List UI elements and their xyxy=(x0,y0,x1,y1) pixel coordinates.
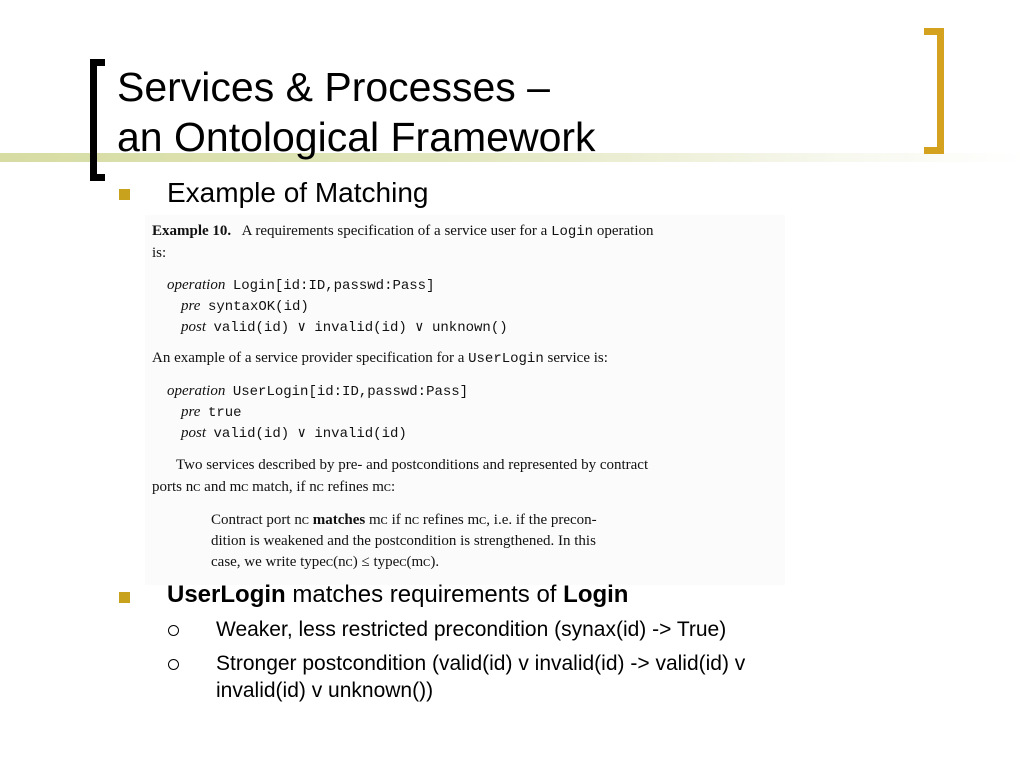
excerpt-provider-line xyxy=(152,350,608,367)
definition-line1 xyxy=(211,512,597,529)
op2-post: valid(id) ∨ invalid(id) xyxy=(213,426,407,442)
excerpt-intro-cont: is: xyxy=(152,245,167,261)
right-bracket-decoration xyxy=(924,28,944,154)
op2-kw-pre: pre xyxy=(181,404,201,420)
bullet-square-icon xyxy=(119,592,130,603)
op1-signature: Login[id:ID,passwd:Pass] xyxy=(232,278,435,294)
op1-operation-line xyxy=(167,277,434,294)
excerpt-provider-op: UserLogin xyxy=(468,351,544,367)
paper-excerpt-image xyxy=(145,215,785,585)
op1-post-line xyxy=(181,319,508,336)
definition-line2: dition is weakened and the postcondition is strengthened. In this xyxy=(211,533,596,549)
bullet-matches-text: matches requirements of xyxy=(292,581,557,608)
excerpt-example-heading: Example 10. xyxy=(152,223,232,239)
op2-kw-post: post xyxy=(181,425,207,441)
op1-kw-post: post xyxy=(181,319,207,335)
op1-pre-line xyxy=(181,298,309,315)
op2-operation-line xyxy=(167,383,468,400)
op2-kw-operation: operation xyxy=(167,383,226,399)
op1-post: valid(id) ∨ invalid(id) ∨ unknown() xyxy=(213,320,508,336)
bullet-example-of-matching: Example of Matching xyxy=(167,177,429,208)
excerpt-para1-line1: Two services described by pre- and postconditions and represented by contract xyxy=(176,457,649,473)
definition-line1-end: mᴄ if nᴄ refines mᴄ, i.e. if the precon- xyxy=(368,512,597,528)
definition-line1-start: Contract port nᴄ xyxy=(211,512,309,528)
slide-title-line1: Services & Processes – xyxy=(117,64,550,110)
left-bracket-decoration xyxy=(90,59,105,181)
excerpt-provider-text-end: service is: xyxy=(547,350,608,366)
op1-kw-operation: operation xyxy=(167,277,226,293)
excerpt-intro-text: A requirements specification of a service user for a xyxy=(241,223,548,239)
sub-bullet-stronger-postcondition-line1: Stronger postcondition (valid(id) v invalid(id) -> valid(id) v xyxy=(216,652,746,675)
excerpt-intro-line xyxy=(152,223,654,240)
op1-kw-pre: pre xyxy=(181,298,201,314)
op2-post-line xyxy=(181,425,407,442)
sub-bullet-circle-icon xyxy=(168,625,179,636)
bullet-bold-login: Login xyxy=(563,581,629,608)
excerpt-para1-line2: ports nᴄ and mᴄ match, if nᴄ refines mᴄ: xyxy=(152,479,396,495)
sub-bullet-stronger-postcondition-line2: invalid(id) v unknown()) xyxy=(216,679,434,702)
excerpt-intro-text-end: operation xyxy=(596,223,654,239)
bullet-userlogin-matches xyxy=(167,581,628,609)
bullet-bold-userlogin: UserLogin xyxy=(167,581,286,608)
sub-bullet-circle-icon xyxy=(168,659,179,670)
bullet-square-icon xyxy=(119,189,130,200)
op2-pre-line xyxy=(181,404,242,421)
excerpt-intro-op: Login xyxy=(551,224,594,240)
slide-title xyxy=(117,62,596,162)
op1-pre: syntaxOK(id) xyxy=(207,299,309,315)
excerpt-provider-text: An example of a service provider specification for a xyxy=(152,350,465,366)
slide-title-line2: an Ontological Framework xyxy=(117,114,596,160)
op2-signature: UserLogin[id:ID,passwd:Pass] xyxy=(232,384,469,400)
op2-pre: true xyxy=(207,405,242,421)
definition-line3: case, we write typeᴄ(nᴄ) ≤ typeᴄ(mᴄ). xyxy=(211,554,440,570)
sub-bullet-weaker-precondition: Weaker, less restricted precondition (synax(id) -> True) xyxy=(216,618,727,641)
definition-matches: matches xyxy=(312,512,366,528)
